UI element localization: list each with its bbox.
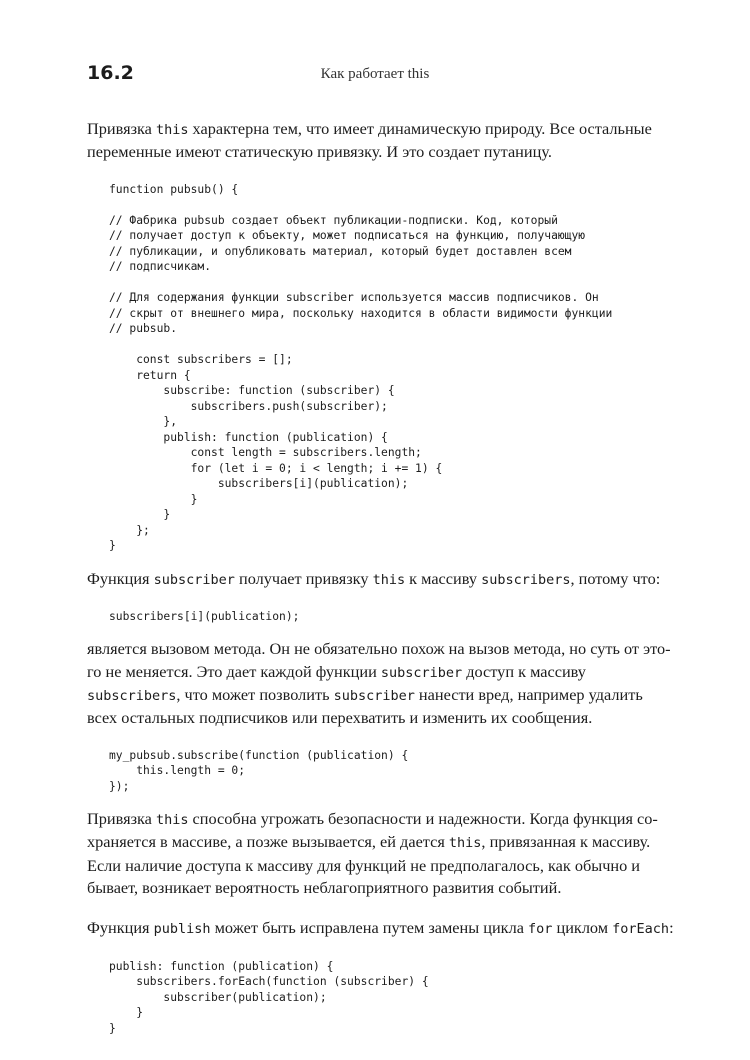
code-block-publish: publish: function (publication) { subscribers.forEach(function (subscriber) { subscriber(publication); } } bbox=[109, 959, 429, 1035]
inline-code: subscribers bbox=[87, 687, 177, 704]
inline-code: this bbox=[155, 812, 189, 829]
paragraph-2: Функция subscriber получает привязку this к массиву subscribers, потому что: bbox=[87, 568, 661, 588]
inline-code: this bbox=[448, 835, 482, 852]
code-block-attack: my_pubsub.subscribe(function (publication) { this.length = 0; }); bbox=[109, 748, 409, 793]
inline-code: subscriber bbox=[380, 664, 463, 681]
inline-code: subscriber bbox=[153, 571, 235, 588]
code-block-pubsub: function pubsub() { // Фабрика pubsub создает объект публикации-подписки. Код, который // получает доступ к объекту, может подписаться на функцию, получающую // публикации, и опубликовать материал, который будет доставлен всем // подписчикам. // Для содержания функции subscriber используется массив подписчиков. Он // скрыт от внешнего мира, поскольку находится в области видимости функции // pubsub. const subscribers = []; return { subscribe: function (subscriber) { subscribers.push(subscriber); }, publish: function (publication) { const length = subscribers.length; for (let i = 0; i < length; i += 1) { subscribers[i](publication); } } }; } bbox=[109, 182, 613, 553]
code-block-call: subscribers[i](publication); bbox=[109, 609, 300, 623]
inline-code: subscriber bbox=[333, 687, 415, 704]
inline-code: this bbox=[155, 122, 189, 138]
paragraph-3: является вызовом метода. Он не обязательно похож на вызов метода, но суть от это-го не меняется. Это дает каждой функции subscriber доступ к массиву subscribers, что может позволить subscriber нанести вред, например удалить всех остальных подписчиков или перехватить и изменить их сообщения. bbox=[87, 639, 671, 728]
inline-code: this bbox=[372, 571, 406, 588]
inline-code: forEach bbox=[612, 921, 670, 938]
running-header-title: Как работает this bbox=[320, 66, 430, 82]
paragraph-5: Функция publish может быть исправлена путем замены цикла for циклом forEach: bbox=[87, 918, 674, 938]
section-number: 16.2 bbox=[87, 62, 134, 84]
inline-code: for bbox=[528, 921, 553, 938]
page-content bbox=[87, 118, 677, 1050]
inline-code: subscribers bbox=[481, 571, 571, 588]
inline-code: publish bbox=[153, 921, 211, 938]
paragraph-4: Привязка this способна угрожать безопасности и надежности. Когда функция со-храняется в массиве, а позже вызывается, ей дается this, привязанная к массиву. Если наличие доступа к массиву для функций не предполагалось, как обычно и бывает, возникает вероятность неблагоприятного развития событий. bbox=[87, 809, 658, 897]
paragraph-1: Привязка this характерна тем, что имеет динамическую природу. Все остальные переменные имеют статическую привязку. И это создает путаницу. bbox=[87, 119, 652, 162]
